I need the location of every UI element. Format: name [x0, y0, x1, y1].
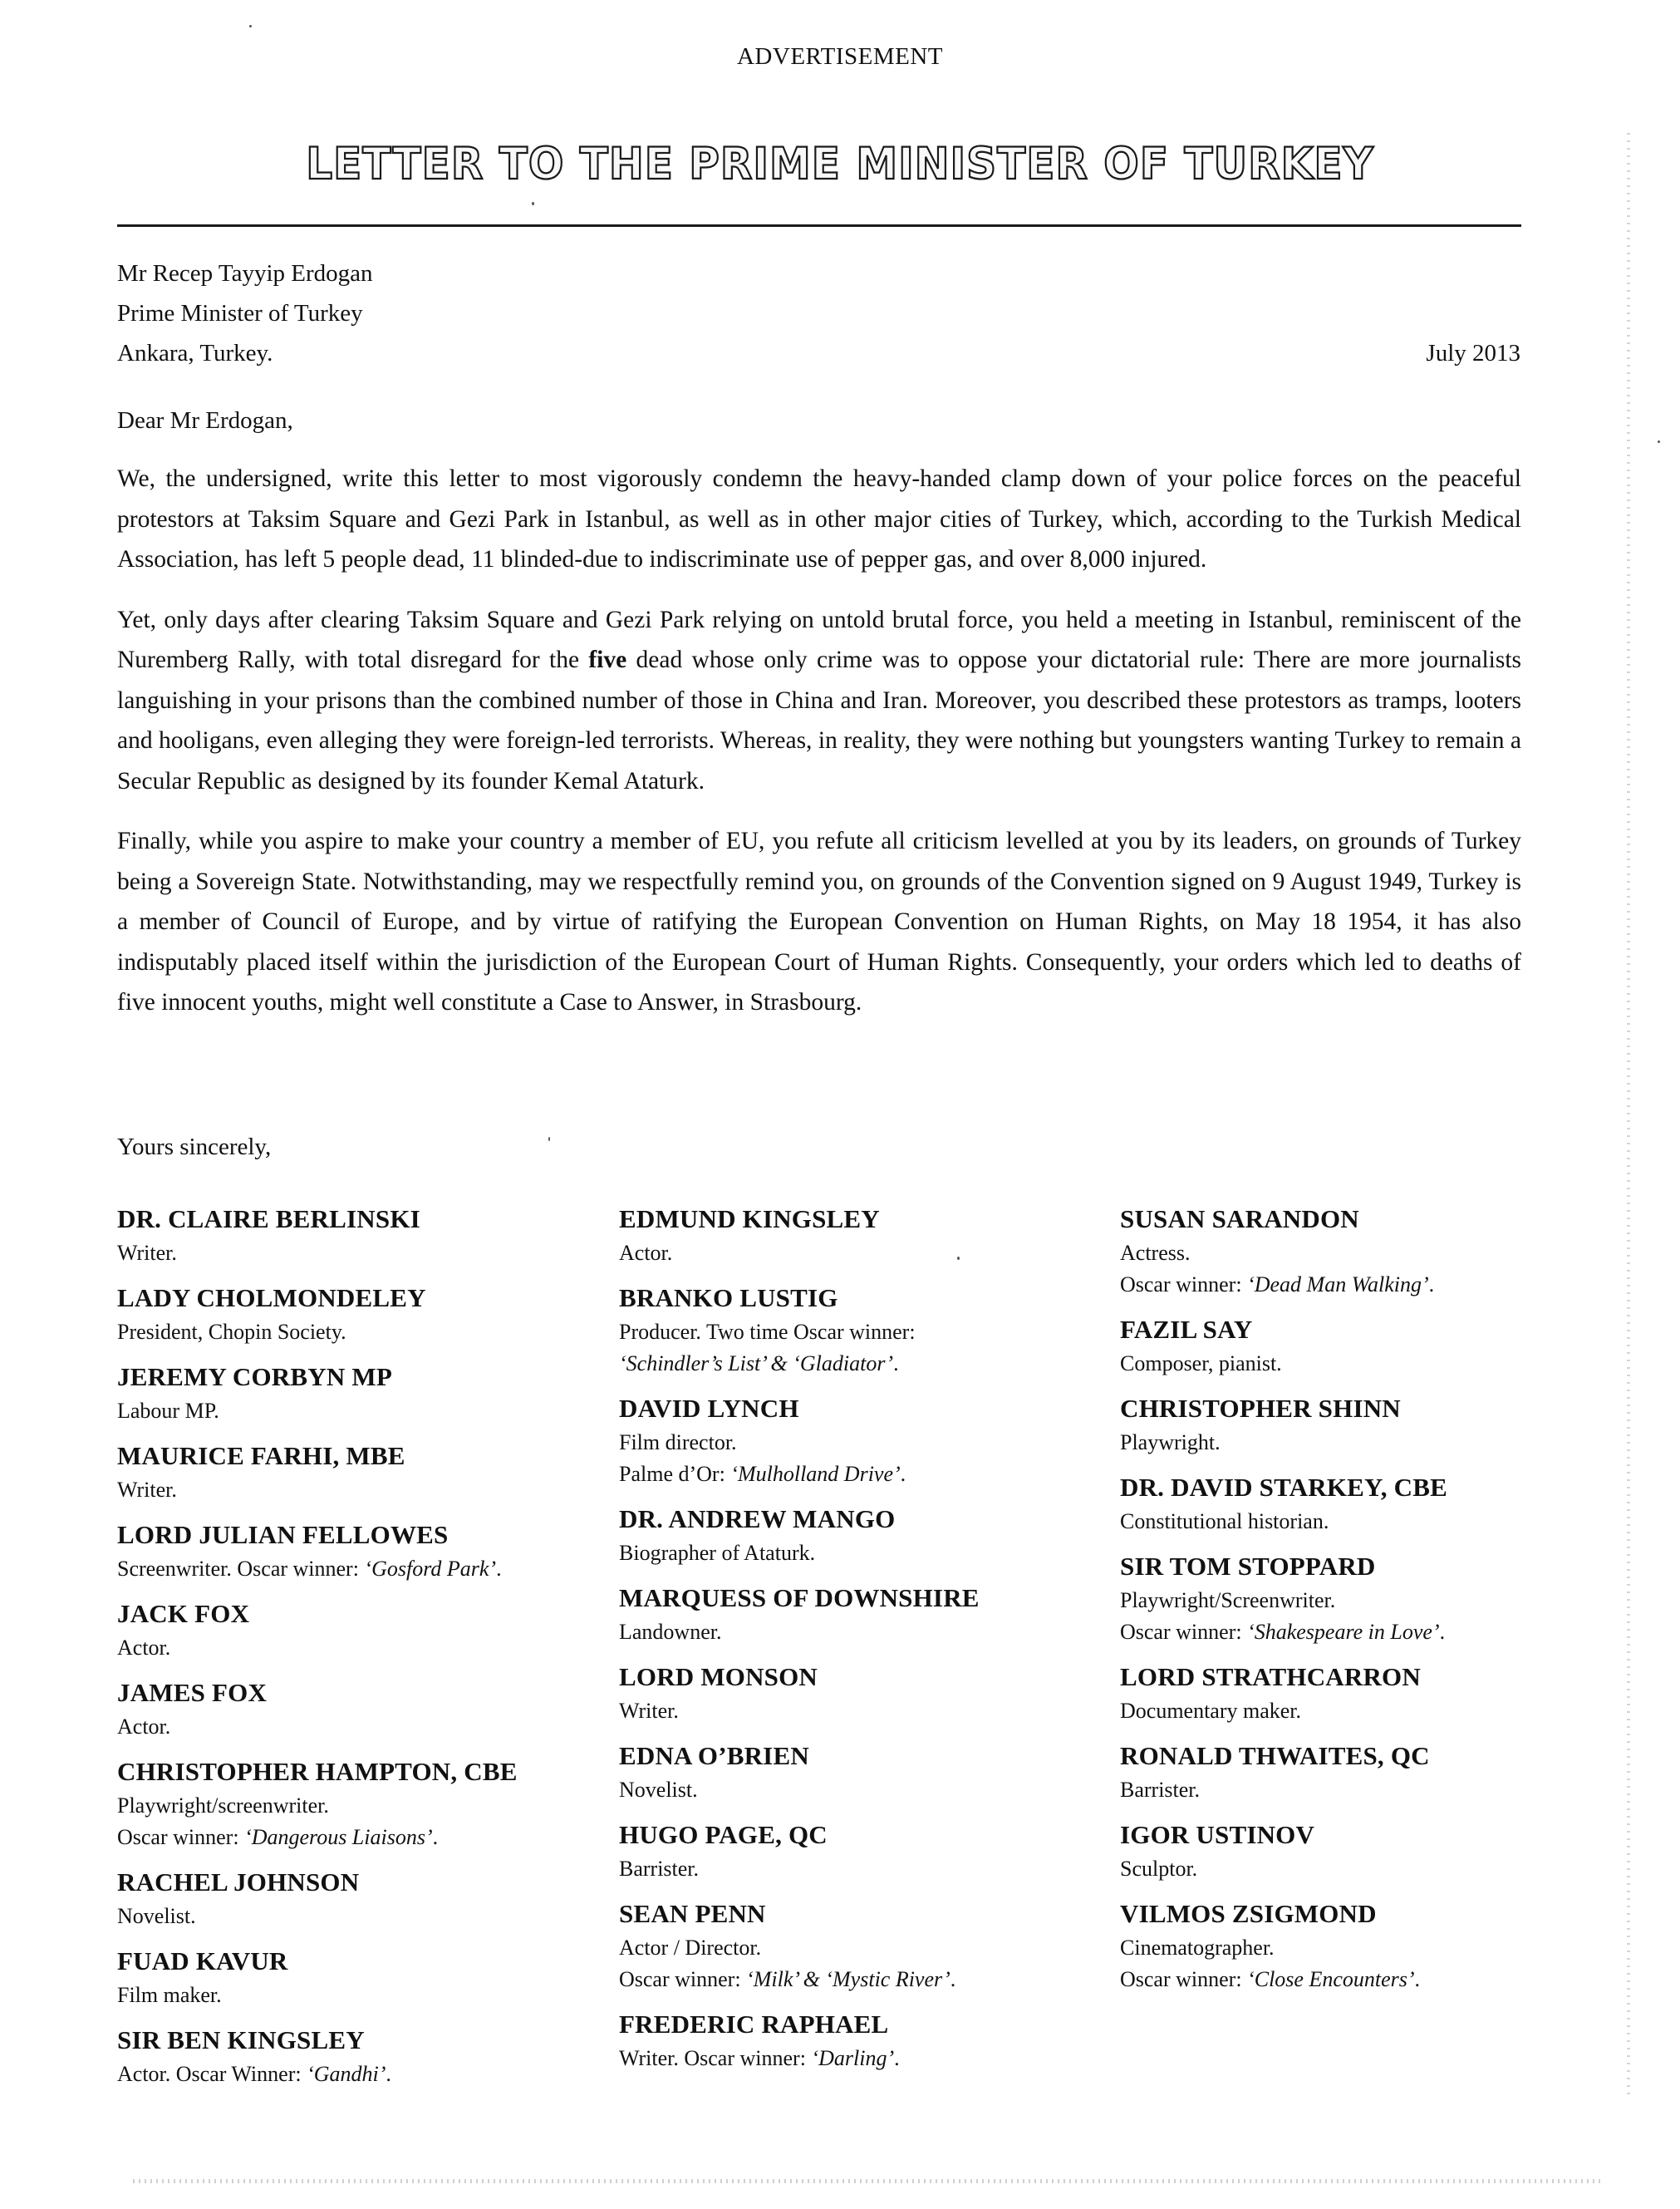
paragraph-2-emphasis: five — [588, 647, 627, 673]
description-text: Sculptor. — [1120, 1857, 1198, 1881]
signatory-description — [619, 1774, 1109, 1806]
signatory-name: JEREMY CORBYN MP — [117, 1362, 392, 1391]
signatory — [1120, 1469, 1610, 1537]
description-text: Screenwriter. Oscar winner: — [117, 1557, 365, 1581]
signatory-description — [619, 1237, 1109, 1269]
signatory-name: JAMES FOX — [117, 1678, 268, 1707]
signatory-name: SIR TOM STOPPARD — [1120, 1552, 1376, 1581]
signatory-name: VILMOS ZSIGMOND — [1120, 1899, 1377, 1928]
signatory — [619, 1579, 1109, 1648]
signatory — [117, 1753, 607, 1853]
signatory-description — [619, 1964, 1109, 1995]
description-text: Actor. — [117, 1715, 171, 1739]
description-text: Biographer of Ataturk. — [619, 1541, 816, 1565]
work-title: ‘Dead Man Walking’ — [1247, 1272, 1429, 1296]
signatory-description — [619, 1537, 1109, 1569]
signatory-description — [1120, 1774, 1610, 1806]
signatory-name: FAZIL SAY — [1120, 1315, 1253, 1344]
description-text: Oscar winner: — [1120, 1967, 1248, 1991]
signatory — [117, 1516, 607, 1585]
signatory — [117, 1674, 607, 1743]
signatory-name: DR. ANDREW MANGO — [619, 1504, 896, 1533]
signatory — [619, 1279, 1109, 1380]
description-text: Oscar winner: — [619, 1967, 747, 1991]
signatory-description — [619, 1695, 1109, 1727]
description-text: Oscar winner: — [1120, 1620, 1248, 1644]
signatory — [1120, 1547, 1610, 1648]
signatory-description — [1120, 1695, 1610, 1727]
description-text: Playwright. — [1120, 1430, 1221, 1454]
description-end: . — [1439, 1620, 1446, 1644]
description-text: Producer. Two time Oscar winner: — [619, 1320, 916, 1344]
signatory-name: DAVID LYNCH — [619, 1394, 799, 1423]
signatory — [1120, 1816, 1610, 1885]
scan-speck — [249, 25, 252, 27]
description-end: . — [893, 1351, 899, 1375]
paragraph-1: We, the undersigned, write this letter to most vigorously condemn the heavy-handed clamp down of your police forces on the peaceful protestors at Taksim Square and Gezi Park in Istanbul, as well as in other major cities of Turkey, which, according to the Turkish Medical Association, has left 5 people dead, 11 blinded-due to indiscriminate use of pepper gas, and over 8,000 injured. — [117, 465, 1521, 573]
description-text: Landowner. — [619, 1620, 722, 1644]
signatory — [117, 1358, 607, 1427]
signatory-name: SIR BEN KINGSLEY — [117, 2025, 365, 2054]
paragraph-2-start: Yet, only days after clearing Taksim Square and Gezi Park relying on untold brutal force, you held a meeting in Istanbul, reminiscent of the Nuremberg Rally, with total disregard for the — [117, 606, 1521, 673]
letter-date: July 2013 — [1426, 340, 1520, 367]
scan-speck — [1658, 440, 1660, 443]
signatories-column-2 — [619, 1200, 1109, 2084]
signatory-description — [1120, 1585, 1610, 1616]
signatories-column-1 — [117, 1200, 607, 2100]
signatory-name: IGOR USTINOV — [1120, 1820, 1315, 1849]
signatory-description — [619, 1853, 1109, 1885]
signatory — [619, 1895, 1109, 1995]
signatory — [619, 1500, 1109, 1569]
signatory-description — [1120, 1932, 1610, 1964]
recipient-title: Prime Minister of Turkey — [117, 300, 363, 327]
description-end: . — [1428, 1272, 1435, 1296]
page-title: LETTER TO THE PRIME MINISTER OF TURKEY — [306, 138, 1374, 189]
signatory-description — [117, 1632, 607, 1664]
description-text: Film maker. — [117, 1983, 222, 2007]
signatory-description — [117, 1553, 607, 1585]
signatory-name: SEAN PENN — [619, 1899, 766, 1928]
signatory-description — [1120, 1269, 1610, 1301]
description-end: . — [1414, 1967, 1421, 1991]
signatory-description — [117, 1474, 607, 1506]
description-text: Novelist. — [117, 1904, 196, 1928]
signatory-description — [1120, 1237, 1610, 1269]
description-text: Actor. — [619, 1241, 673, 1265]
description-end: . — [386, 2062, 391, 2086]
work-title: ‘Gandhi’ — [307, 2062, 386, 2086]
description-text: Actor / Director. — [619, 1936, 762, 1960]
signatory-description — [117, 1980, 607, 2011]
description-text: Actress. — [1120, 1241, 1191, 1265]
signatory-description — [117, 2059, 607, 2090]
signatory-name: EDMUND KINGSLEY — [619, 1204, 880, 1233]
signatory-name: MARQUESS OF DOWNSHIRE — [619, 1583, 980, 1612]
recipient-name: Mr Recep Tayyip Erdogan — [117, 260, 373, 287]
scan-speck — [532, 202, 534, 205]
signatory-name: FREDERIC RAPHAEL — [619, 2010, 889, 2039]
description-text: Documentary maker. — [1120, 1699, 1302, 1723]
signatory-description — [1120, 1964, 1610, 1995]
advertisement-label: ADVERTISEMENT — [736, 43, 943, 70]
signatory-description — [117, 1822, 607, 1853]
description-end: . — [496, 1557, 502, 1581]
signatory — [619, 1737, 1109, 1806]
description-text: Composer, pianist. — [1120, 1351, 1282, 1375]
signatory — [117, 1942, 607, 2011]
work-title: ‘Schindler’s List’ & ‘Gladiator’ — [619, 1351, 894, 1375]
description-end: . — [432, 1825, 439, 1849]
scan-speck — [548, 1137, 550, 1141]
description-text: Writer. Oscar winner: — [619, 2046, 812, 2070]
signatory-name: LORD STRATHCARRON — [1120, 1662, 1421, 1691]
signatory-name: FUAD KAVUR — [117, 1946, 288, 1975]
signatory-name: JACK FOX — [117, 1599, 250, 1628]
signatory — [1120, 1658, 1610, 1727]
description-text: Barrister. — [619, 1857, 700, 1881]
signatory — [1120, 1390, 1610, 1459]
description-text: President, Chopin Society. — [117, 1320, 346, 1344]
signatory-name: LORD MONSON — [619, 1662, 818, 1691]
signatory-name: BRANKO LUSTIG — [619, 1283, 838, 1312]
signatory — [619, 2005, 1109, 2074]
paragraph-2-end: dead whose only crime was to oppose your dictatorial rule: There are more journalists languishing in your prisons than the combined number of those in China and Iran. Moreover, you described these protestors as tramps, looters and hooligans, even alleging they were foreign-led terrorists. Whereas, in reality, they were nothing but youngsters wanting Turkey to remain a Secular Republic as designed by its founder Kemal Ataturk. — [117, 647, 1522, 795]
signatories-column-3 — [1120, 1200, 1610, 2005]
title-divider — [117, 224, 1521, 227]
work-title: ‘Shakespeare in Love’ — [1247, 1620, 1440, 1644]
description-text: Writer. — [619, 1699, 679, 1723]
closing: Yours sincerely, — [117, 1134, 272, 1160]
signatory — [117, 1437, 607, 1506]
signatory-name: HUGO PAGE, QC — [619, 1820, 828, 1849]
description-text: Oscar winner: — [1120, 1272, 1248, 1296]
signatory-description — [117, 1901, 607, 1932]
description-text: Playwright/screenwriter. — [117, 1793, 329, 1818]
salutation: Dear Mr Erdogan, — [117, 407, 293, 434]
description-end: . — [900, 1462, 906, 1486]
work-title: ‘Dangerous Liaisons’ — [244, 1825, 433, 1849]
signatory — [1120, 1200, 1610, 1301]
work-title: ‘Milk’ & ‘Mystic River’ — [746, 1967, 951, 1991]
description-end: . — [950, 1967, 956, 1991]
paragraph-2 — [117, 600, 1521, 802]
signatory-description — [1120, 1348, 1610, 1380]
signatory — [117, 1200, 607, 1269]
signatory-description — [619, 1316, 1109, 1348]
description-end: . — [894, 2046, 900, 2070]
letter-body — [117, 459, 1521, 1043]
signatory-description — [117, 1237, 607, 1269]
signatory — [619, 1390, 1109, 1490]
signatory-name: LORD JULIAN FELLOWES — [117, 1520, 449, 1549]
signatory — [117, 2021, 607, 2090]
signatory-description — [619, 1616, 1109, 1648]
signatory-name: MAURICE FARHI, MBE — [117, 1441, 405, 1470]
signatory-description — [619, 1348, 1109, 1380]
description-text: Actor. Oscar Winner: — [117, 2062, 307, 2086]
signatory-description — [117, 1316, 607, 1348]
work-title: ‘Close Encounters’ — [1247, 1967, 1415, 1991]
scan-speck — [957, 1257, 960, 1260]
work-title: ‘Gosford Park’ — [364, 1557, 497, 1581]
recipient-location: Ankara, Turkey. — [117, 340, 273, 367]
description-text: Constitutional historian. — [1120, 1509, 1329, 1533]
signatory-name: CHRISTOPHER SHINN — [1120, 1394, 1401, 1423]
signatory — [117, 1863, 607, 1932]
signatory — [619, 1816, 1109, 1885]
signatory — [1120, 1311, 1610, 1380]
signatory-name: DR. CLAIRE BERLINSKI — [117, 1204, 420, 1233]
description-text: Playwright/Screenwriter. — [1120, 1588, 1336, 1612]
signatory-description — [619, 1427, 1109, 1459]
description-text: Novelist. — [619, 1778, 698, 1802]
signatory-name: DR. DAVID STARKEY, CBE — [1120, 1473, 1448, 1502]
signatory-description — [1120, 1853, 1610, 1885]
signatory-description — [1120, 1506, 1610, 1537]
work-title: ‘Darling’ — [811, 2046, 895, 2070]
description-text: Writer. — [117, 1478, 177, 1502]
description-text: Labour MP. — [117, 1399, 219, 1423]
signatory-name: SUSAN SARANDON — [1120, 1204, 1359, 1233]
description-text: Barrister. — [1120, 1778, 1201, 1802]
signatory-description — [619, 2043, 1109, 2074]
signatory-name: CHRISTOPHER HAMPTON, CBE — [117, 1757, 518, 1786]
signatory-name: RACHEL JOHNSON — [117, 1867, 360, 1897]
signatory-name: RONALD THWAITES, QC — [1120, 1741, 1430, 1770]
description-text: Actor. — [117, 1636, 171, 1660]
description-text: Palme d’Or: — [619, 1462, 731, 1486]
signatory — [1120, 1895, 1610, 1995]
signatory — [619, 1200, 1109, 1269]
description-text: Film director. — [619, 1430, 737, 1454]
signatory-description — [619, 1932, 1109, 1964]
description-text: Cinematographer. — [1120, 1936, 1275, 1960]
signatory-description — [1120, 1427, 1610, 1459]
signatory-name: EDNA O’BRIEN — [619, 1741, 809, 1770]
signatory — [117, 1595, 607, 1664]
signatory-description — [117, 1790, 607, 1822]
signatory-description — [1120, 1616, 1610, 1648]
signatory-description — [117, 1711, 607, 1743]
signatory — [619, 1658, 1109, 1727]
recipient-address — [117, 253, 373, 373]
scan-bottom-noise — [133, 2179, 1604, 2183]
signatory-description — [117, 1395, 607, 1427]
work-title: ‘Mulholland Drive’ — [730, 1462, 901, 1486]
description-text: Writer. — [117, 1241, 177, 1265]
paragraph-3: Finally, while you aspire to make your country a member of EU, you refute all criticism levelled at you by its leaders, on grounds of Turkey being a Sovereign State. Notwithstanding, may we respectfully remind you, on grounds of the Convention signed on 9 August 1949, Turkey is a member of Council of Europe, and by virtue of ratifying the European Convention on Human Rights, on May 18 1954, it has also indisputably placed itself within the jurisdiction of the European Court of Human Rights. Consequently, your orders which led to deaths of five innocent youths, might well constitute a Case to Answer, in Strasbourg. — [117, 828, 1521, 1016]
description-text: Oscar winner: — [117, 1825, 245, 1849]
scan-edge-noise — [1627, 133, 1630, 2094]
signatory-description — [619, 1459, 1109, 1490]
signatory — [1120, 1737, 1610, 1806]
signatory — [117, 1279, 607, 1348]
signatory-name: LADY CHOLMONDELEY — [117, 1283, 426, 1312]
